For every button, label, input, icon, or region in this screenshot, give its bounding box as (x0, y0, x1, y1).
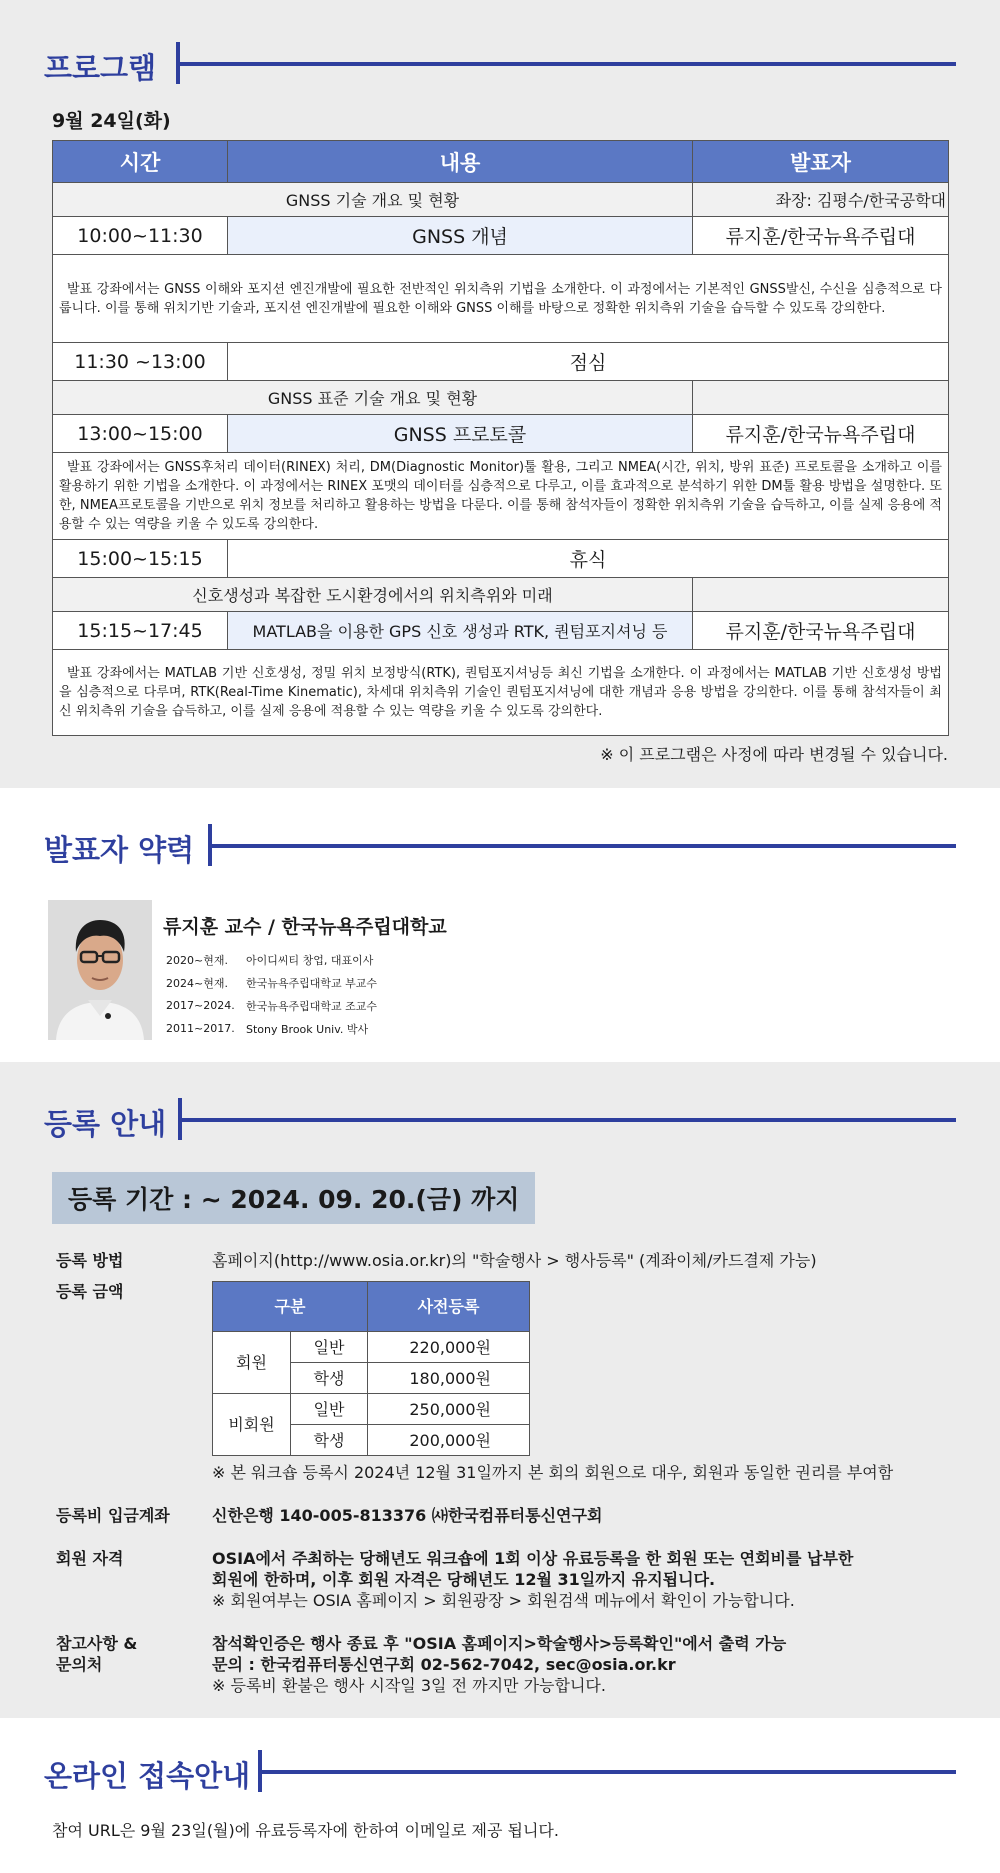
membership-line: 회원에 한하며, 이후 회원 자격은 당해년도 12월 31일까지 유지됩니다. (212, 1570, 716, 1589)
table-row (53, 540, 949, 578)
reference-label-line: 문의처 (56, 1655, 103, 1674)
session-subtitle-row (53, 183, 949, 217)
reg-reference-row (56, 1633, 1000, 1696)
list-item (166, 971, 377, 994)
header-speaker: 발표자 (693, 141, 949, 183)
reg-fee-label: 등록 금액 (56, 1282, 124, 1301)
registration-section (0, 1062, 1000, 1718)
career-period: 2024~현재. (166, 976, 228, 990)
reference-label-line: 참고사항 & (56, 1634, 138, 1653)
table-row (53, 217, 949, 255)
session-time: 10:00~11:30 (53, 217, 228, 255)
membership-note: ※ 회원여부는 OSIA 홈페이지 > 회원광장 > 회원검색 메뉴에서 확인이 가능합니다. (212, 1591, 795, 1610)
session-speaker: 류지훈/한국뉴욕주립대 (693, 217, 949, 255)
session-subtitle-row (53, 381, 949, 415)
reg-membership-value (212, 1548, 1000, 1611)
fee-member-label: 회원 (213, 1332, 291, 1394)
fee-header-early: 사전등록 (368, 1282, 530, 1332)
session-title: GNSS 개념 (228, 217, 693, 255)
table-row (213, 1332, 530, 1363)
session-speaker: 류지훈/한국뉴욕주립대 (693, 415, 949, 453)
reg-fee-row (56, 1281, 1000, 1483)
fee-type-general: 일반 (291, 1394, 368, 1425)
heading-rule (182, 1118, 956, 1122)
program-date: 9월 24일(화) (52, 110, 171, 132)
reg-reference-value (212, 1633, 1000, 1696)
reg-method-label: 등록 방법 (56, 1251, 124, 1270)
refund-note: ※ 등록비 환불은 행사 시작일 3일 전 까지만 가능합니다. (212, 1676, 606, 1695)
reg-method-row (56, 1250, 1000, 1271)
break-label: 휴식 (228, 540, 949, 578)
program-heading: 프로그램 (44, 51, 157, 85)
fee-amount: 200,000원 (368, 1425, 530, 1456)
online-info-text: 참여 URL은 9월 23일(월)에 유료등록자에 한하여 이메일로 제공 됩니다. (52, 1821, 559, 1840)
session-subtitle: GNSS 기술 개요 및 현황 (53, 183, 693, 217)
table-row (53, 415, 949, 453)
program-heading-bar (0, 32, 1000, 96)
session-chair-empty (693, 381, 949, 415)
speaker-body (0, 878, 1000, 1058)
heading-rule (212, 844, 956, 848)
session-subtitle-row (53, 578, 949, 612)
program-note: ※ 이 프로그램은 사정에 따라 변경될 수 있습니다. (600, 745, 948, 764)
reg-account-label: 등록비 입금계좌 (56, 1506, 170, 1525)
registration-heading: 등록 안내 (44, 1107, 167, 1141)
session-desc-row (53, 453, 949, 540)
reg-reference-label (56, 1633, 196, 1675)
registration-heading-bar (0, 1088, 1000, 1152)
session-description: 발표 강좌에서는 MATLAB 기반 신호생성, 정밀 위치 보정방식(RTK), 퀀텀포지셔닝등 최신 기법을 소개한다. 이 과정에서는 MATLAB 기반 신호생성 방법을 심층적으로 다루며, RTK(Real-Time Kinematic), 차세대 위치측위 기술인 퀀텀포지셔닝에 대한 개념과 응용 방법을 강의한다. 이를 통해 참석자들이 최신 위치측위 기술을 습득하고, 이를 실제 응용에 적용할 수 있는 역량을 키울 수 있도록 강의한다. (53, 650, 949, 736)
session-desc-row (53, 650, 949, 736)
fee-amount: 250,000원 (368, 1394, 530, 1425)
list-item (166, 1017, 377, 1040)
reg-membership-label: 회원 자격 (56, 1549, 124, 1568)
session-title: MATLAB을 이용한 GPS 신호 생성과 RTK, 퀀텀포지셔닝 등 (228, 612, 693, 650)
session-title: GNSS 프로토콜 (228, 415, 693, 453)
fee-header-row (213, 1282, 530, 1332)
session-speaker: 류지훈/한국뉴욕주립대 (693, 612, 949, 650)
registration-period: 등록 기간 : ~ 2024. 09. 20.(금) 까지 (52, 1172, 535, 1224)
online-section (0, 1718, 1000, 1869)
fee-note: ※ 본 워크숍 등록시 2024년 12월 31일까지 본 회의 회원으로 대우, 회원과 동일한 권리를 부여함 (212, 1463, 894, 1482)
reference-line: 참석확인증은 행사 종료 후 "OSIA 홈페이지>학술행사>등록확인"에서 출력 가능 (212, 1634, 787, 1653)
session-chair-empty (693, 578, 949, 612)
speaker-photo (48, 900, 152, 1040)
lunch-label: 점심 (228, 343, 949, 381)
program-table (52, 140, 949, 736)
session-subtitle: GNSS 표준 기술 개요 및 현황 (53, 381, 693, 415)
fee-type-student: 학생 (291, 1363, 368, 1394)
reg-method-value: 홈페이지(http://www.osia.or.kr)의 "학술행사 > 행사등록" (계좌이체/카드결제 가능) (212, 1251, 817, 1270)
fee-amount: 180,000원 (368, 1363, 530, 1394)
table-header-row (53, 141, 949, 183)
career-desc: 한국뉴욕주립대학교 부교수 (246, 976, 378, 990)
reg-fee-value (212, 1281, 1000, 1483)
fee-type-student: 학생 (291, 1425, 368, 1456)
fee-table (212, 1281, 530, 1456)
membership-line: OSIA에서 주최하는 당해년도 워크숍에 1회 이상 유료등록을 한 회원 또는 연회비를 납부한 (212, 1549, 854, 1568)
reg-account-row (56, 1505, 1000, 1526)
fee-nonmember-label: 비회원 (213, 1394, 291, 1456)
career-period: 2020~현재. (166, 953, 228, 967)
table-row (213, 1394, 530, 1425)
speaker-heading-bar (0, 814, 1000, 878)
lunch-time: 11:30 ~13:00 (53, 343, 228, 381)
list-item (166, 948, 377, 971)
speaker-name: 류지훈 교수 / 한국뉴욕주립대학교 (163, 916, 447, 938)
reference-contact[interactable]: 문의 : 한국컴퓨터통신연구회 02-562-7042, sec@osia.or.kr (212, 1655, 676, 1674)
session-description: 발표 강좌에서는 GNSS후처리 데이터(RINEX) 처리, DM(Diagnostic Monitor)툴 활용, 그리고 NMEA(시간, 위치, 방위 표준) 프로토콜을 소개하고 이를 활용하기 위한 기법을 소개한다. 이 과정에서는 RINEX 포맷의 데이터를 심층적으로 다루고, 이를 효과적으로 분석하기 위한 DM툴 활용 방법을 설명한다. 또한, NMEA프로토콜을 기반으로 위치 정보를 처리하고 활용하는 방법을 다룬다. 이를 통해 참석자들이 정확한 위치측위 기술을 습득하고, 이를 실제 응용에 적용할 수 있는 역량을 키울 수 있도록 강의한다. (53, 453, 949, 540)
table-row (53, 343, 949, 381)
career-desc: Stony Brook Univ. 박사 (246, 1022, 369, 1036)
fee-type-general: 일반 (291, 1332, 368, 1363)
header-content: 내용 (228, 141, 693, 183)
career-list (166, 948, 377, 1040)
session-subtitle: 신호생성과 복잡한 도시환경에서의 위치측위와 미래 (53, 578, 693, 612)
session-time: 15:15~17:45 (53, 612, 228, 650)
table-row (53, 612, 949, 650)
career-period: 2011~2017. (166, 1022, 235, 1035)
break-time: 15:00~15:15 (53, 540, 228, 578)
fee-header-category: 구분 (213, 1282, 368, 1332)
reg-account-value: 신한은행 140-005-813376 ㈔한국컴퓨터통신연구회 (212, 1506, 603, 1525)
online-heading-bar (0, 1740, 1000, 1804)
career-desc: 한국뉴욕주립대학교 조교수 (246, 999, 378, 1013)
session-description: 발표 강좌에서는 GNSS 이해와 포지션 엔진개발에 필요한 전반적인 위치측위 기법을 소개한다. 이 과정에서는 기본적인 GNSS발신, 수신을 심층적으로 다룹니다. 이를 통해 위치기반 기술과, 포지션 엔진개발에 필요한 이해와 GNSS 이해를 바탕으로 정확한 위치측위 기술을 습득할 수 있도록 강의한다. (53, 255, 949, 343)
list-item (166, 994, 377, 1017)
session-time: 13:00~15:00 (53, 415, 228, 453)
session-desc-row (53, 255, 949, 343)
header-time: 시간 (53, 141, 228, 183)
program-section (0, 0, 1000, 788)
speaker-section (0, 788, 1000, 1062)
reg-membership-row (56, 1548, 1000, 1611)
online-heading: 온라인 접속안내 (44, 1759, 251, 1793)
career-period: 2017~2024. (166, 999, 235, 1012)
heading-rule (262, 1770, 956, 1774)
heading-rule (180, 62, 956, 66)
career-desc: 아이디씨티 창업, 대표이사 (246, 953, 374, 967)
speaker-heading: 발표자 약력 (44, 833, 195, 867)
fee-amount: 220,000원 (368, 1332, 530, 1363)
session-chair: 좌장: 김평수/한국공학대 (693, 183, 949, 217)
